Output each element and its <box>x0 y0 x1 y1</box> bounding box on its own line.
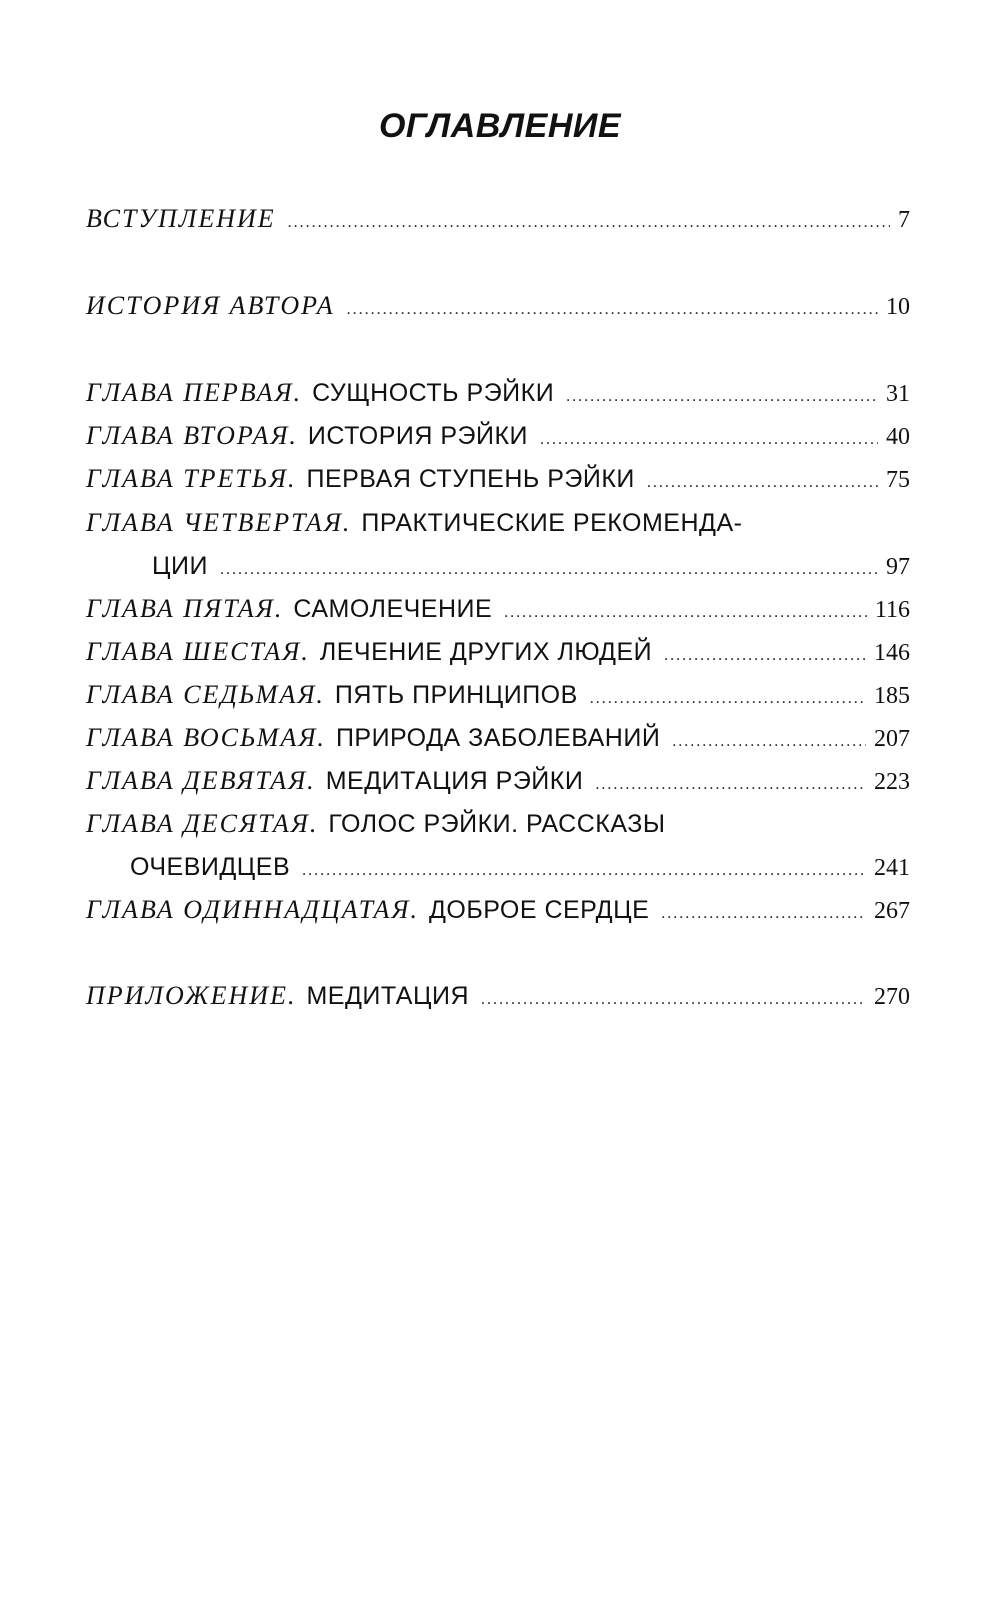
entry-title: ИСТОРИЯ РЭЙКИ <box>307 422 528 450</box>
entry-title: МЕДИТАЦИЯ <box>306 982 470 1010</box>
toc-entry-introduction <box>86 202 910 236</box>
dot-leader <box>661 897 866 931</box>
entry-italic-label: ГЛАВА ОДИННАДЦАТАЯ. <box>86 895 419 924</box>
dot-leader <box>595 768 866 802</box>
toc-entry-chapter-6 <box>86 635 910 669</box>
entry-title-continued: ЦИИ <box>152 552 208 580</box>
entry-title: САМОЛЕЧЕНИЕ <box>293 595 493 623</box>
toc-entry-chapter-11 <box>86 893 910 927</box>
dot-leader <box>647 466 878 500</box>
dot-leader <box>288 206 890 240</box>
dot-leader <box>504 596 867 630</box>
entry-title: СУЩНОСТЬ РЭЙКИ <box>312 379 555 407</box>
toc-entry-chapter-8 <box>86 721 910 755</box>
entry-italic-label: ГЛАВА ВОСЬМАЯ. <box>86 723 326 752</box>
page-number: 146 <box>874 640 910 666</box>
dot-leader <box>347 293 878 327</box>
page-number: 241 <box>874 855 910 881</box>
entry-italic-label: ГЛАВА ТРЕТЬЯ. <box>86 464 297 493</box>
entry-italic-label: ПРИЛОЖЕНИЕ. <box>86 981 297 1010</box>
entry-italic-label: ГЛАВА ПЕРВАЯ. <box>86 378 303 407</box>
page-title: ОГЛАВЛЕНИЕ <box>378 107 622 145</box>
toc-entry-chapter-4-continued <box>152 549 910 583</box>
entry-title: ПРИРОДА ЗАБОЛЕВАНИЙ <box>335 724 661 752</box>
entry-title: МЕДИТАЦИЯ РЭЙКИ <box>325 767 584 795</box>
page-number: 207 <box>874 726 910 752</box>
toc-entry-chapter-1 <box>86 376 910 410</box>
entry-title: ГОЛОС РЭЙКИ. РАССКАЗЫ <box>328 810 666 838</box>
entry-title: ПРАКТИЧЕСКИЕ РЕКОМЕНДА- <box>361 509 743 537</box>
entry-title: ДОБРОЕ СЕРДЦЕ <box>428 896 650 924</box>
page-number: 31 <box>886 381 910 407</box>
page-number: 185 <box>874 683 910 709</box>
toc-entry-chapter-9 <box>86 764 910 798</box>
toc-entry-chapter-4 <box>86 506 910 540</box>
dot-leader <box>664 639 866 673</box>
dot-leader <box>220 553 878 587</box>
entry-title: ПЕРВАЯ СТУПЕНЬ РЭЙКИ <box>306 465 635 493</box>
entry-italic-label: ГЛАВА ШЕСТАЯ. <box>86 637 310 666</box>
toc-entry-chapter-5 <box>86 592 910 626</box>
page-number: 7 <box>898 207 910 233</box>
toc-entry-author-story <box>86 289 910 323</box>
dot-leader <box>302 854 866 888</box>
entry-italic-label: ГЛАВА ВТОРАЯ. <box>86 421 298 450</box>
entry-title: ЛЕЧЕНИЕ ДРУГИХ ЛЮДЕЙ <box>319 638 653 666</box>
dot-leader <box>672 725 866 759</box>
toc-entry-chapter-2 <box>86 419 910 453</box>
toc-entry-chapter-10-continued <box>130 850 910 884</box>
entry-italic-label: ИСТОРИЯ АВТОРА <box>86 291 335 320</box>
page-number: 97 <box>886 554 910 580</box>
toc-entry-appendix <box>86 979 910 1013</box>
entry-italic-label: ГЛАВА ДЕВЯТАЯ. <box>86 766 316 795</box>
page-number: 75 <box>886 467 910 493</box>
dot-leader <box>566 380 878 414</box>
dot-leader <box>590 682 866 716</box>
toc-entry-chapter-3 <box>86 462 910 496</box>
entry-title-continued: ОЧЕВИДЦЕВ <box>130 853 291 881</box>
page-number: 267 <box>874 898 910 924</box>
page-number: 270 <box>874 984 910 1010</box>
entry-italic-label: ГЛАВА ПЯТАЯ. <box>86 594 284 623</box>
toc-entry-chapter-10 <box>86 807 910 841</box>
page-number: 116 <box>874 597 910 623</box>
page-number: 40 <box>886 424 910 450</box>
toc-entry-chapter-7 <box>86 678 910 712</box>
dot-leader <box>481 983 866 1017</box>
entry-italic-label: ГЛАВА СЕДЬМАЯ. <box>86 680 325 709</box>
dot-leader <box>540 423 878 457</box>
entry-italic-label: ГЛАВА ДЕСЯТАЯ. <box>86 809 319 838</box>
page-number: 223 <box>874 769 910 795</box>
entry-title: ПЯТЬ ПРИНЦИПОВ <box>334 681 578 709</box>
entry-italic-label: ВСТУПЛЕНИЕ <box>86 204 276 233</box>
entry-italic-label: ГЛАВА ЧЕТВЕРТАЯ. <box>86 508 352 537</box>
page-number: 10 <box>886 294 910 320</box>
